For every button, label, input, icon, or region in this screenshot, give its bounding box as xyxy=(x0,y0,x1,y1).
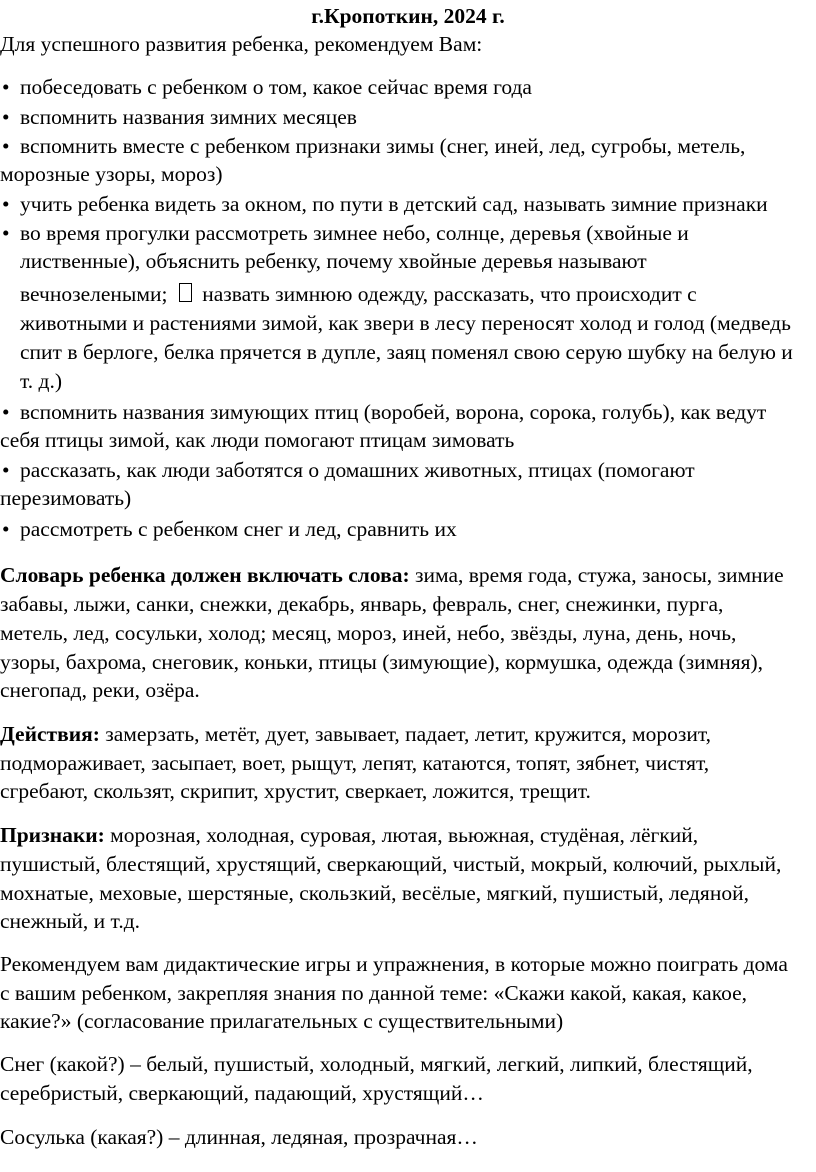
bullet-item-continuation: животными и растениями зимой, как звери в лесу переносят холод и голод (медведь xyxy=(20,311,791,335)
snow-line: серебристый, сверкающий, падающий, хрустящий… xyxy=(0,1081,484,1105)
bullet-item-continuation: спит в берлоге, белка прячется в дупле, заяц поменял свою серую шубку на белую и xyxy=(20,340,793,364)
snow-paragraph: Снег (какой?) – белый, пушистый, холодный, мягкий, легкий, липкий, блестящий, xyxy=(0,1052,753,1076)
bullet-marker: • xyxy=(2,400,10,424)
signs-paragraph xyxy=(0,821,698,849)
bullet-item-continuation: морозные узоры, мороз) xyxy=(0,162,223,186)
missing-glyph-box xyxy=(179,283,192,302)
vocabulary-label: Словарь ребенка должен включать слова: xyxy=(0,563,410,587)
actions-line: сгребают, скользят, скрипит, хрустит, сверкает, ложится, трещит. xyxy=(0,779,591,803)
bullet-item: вспомнить названия зимующих птиц (воробей, ворона, сорока, голубь), как ведут xyxy=(20,400,767,424)
intro-text: Для успешного развития ребенка, рекомендуем Вам: xyxy=(0,32,483,56)
vocabulary-line: забавы, лыжи, санки, снежки, декабрь, январь, февраль, снег, снежинки, пурга, xyxy=(0,592,724,616)
bullet-item-continuation: перезимовать) xyxy=(0,486,132,510)
bullet-marker: • xyxy=(2,134,10,158)
bullet-marker: • xyxy=(2,221,10,245)
actions-label: Действия: xyxy=(0,722,100,746)
actions-paragraph xyxy=(0,720,711,748)
signs-label: Признаки: xyxy=(0,823,105,847)
bullet-item: вспомнить вместе с ребенком признаки зимы (снег, иней, лед, сугробы, метель, xyxy=(20,134,746,158)
bullet-marker: • xyxy=(2,105,10,129)
vocabulary-text: зима, время года, стужа, заносы, зимние xyxy=(409,563,784,587)
bullet-marker: • xyxy=(2,517,10,541)
bullet-item-continuation xyxy=(20,280,697,308)
bullet-item: учить ребенка видеть за окном, по пути в детский сад, называть зимние признаки xyxy=(20,192,768,216)
actions-text: замерзать, метёт, дует, завывает, падает, летит, кружится, морозит, xyxy=(99,722,711,746)
bullet-item: рассмотреть с ребенком снег и лед, сравнить их xyxy=(20,517,457,541)
vocabulary-paragraph xyxy=(0,561,784,589)
games-paragraph: Рекомендуем вам дидактические игры и упражнения, в которые можно поиграть дома xyxy=(0,952,788,976)
bullet-item-continuation: лиственные), объяснить ребенку, почему хвойные деревья называют xyxy=(20,249,647,273)
vocabulary-line: узоры, бахрома, снеговик, коньки, птицы (зимующие), кормушка, одежда (зимняя), xyxy=(0,650,764,674)
bullet-item: рассказать, как люди заботятся о домашних животных, птицах (помогают xyxy=(20,458,695,482)
signs-text: морозная, холодная, суровая, лютая, вьюжная, студёная, лёгкий, xyxy=(104,823,699,847)
bullet-item-continuation: т. д.) xyxy=(20,369,63,393)
games-line: какие?» (согласование прилагательных с существительными) xyxy=(0,1009,564,1033)
vocabulary-line: метель, лед, сосульки, холод; месяц, мороз, иней, небо, звёзды, луна, день, ночь, xyxy=(0,621,737,645)
signs-line: пушистый, блестящий, хрустящий, сверкающий, чистый, мокрый, колючий, рыхлый, xyxy=(0,852,782,876)
bullet-marker: • xyxy=(2,458,10,482)
bullet-item: во время прогулки рассмотреть зимнее небо, солнце, деревья (хвойные и xyxy=(20,221,689,245)
actions-line: подмораживает, засыпает, воет, рыщут, лепят, катаются, топят, зябнет, чистят, xyxy=(0,751,710,775)
document-title: г.Кропоткин, 2024 г. xyxy=(311,4,505,28)
bullet-item-continuation: себя птицы зимой, как люди помогают птицам зимовать xyxy=(0,428,515,452)
vocabulary-line: снегопад, реки, озёра. xyxy=(0,678,200,702)
icicle-paragraph: Сосулька (какая?) – длинная, ледяная, прозрачная… xyxy=(0,1125,478,1149)
bullet-item: побеседовать с ребенком о том, какое сейчас время года xyxy=(20,75,532,99)
bullet-item-text: назвать зимнюю одежду, рассказать, что происходит с xyxy=(202,282,697,306)
signs-line: мохнатые, меховые, шерстяные, скользкий, весёлые, мягкий, пушистый, ледяной, xyxy=(0,881,749,905)
bullet-item: вспомнить названия зимних месяцев xyxy=(20,105,357,129)
signs-line: снежный, и т.д. xyxy=(0,909,141,933)
bullet-marker: • xyxy=(2,192,10,216)
games-line: с вашим ребенком, закрепляя знания по данной теме: «Скажи какой, какая, какое, xyxy=(0,981,748,1005)
bullet-marker: • xyxy=(2,75,10,99)
bullet-item-text: вечнозелеными; xyxy=(20,282,168,306)
